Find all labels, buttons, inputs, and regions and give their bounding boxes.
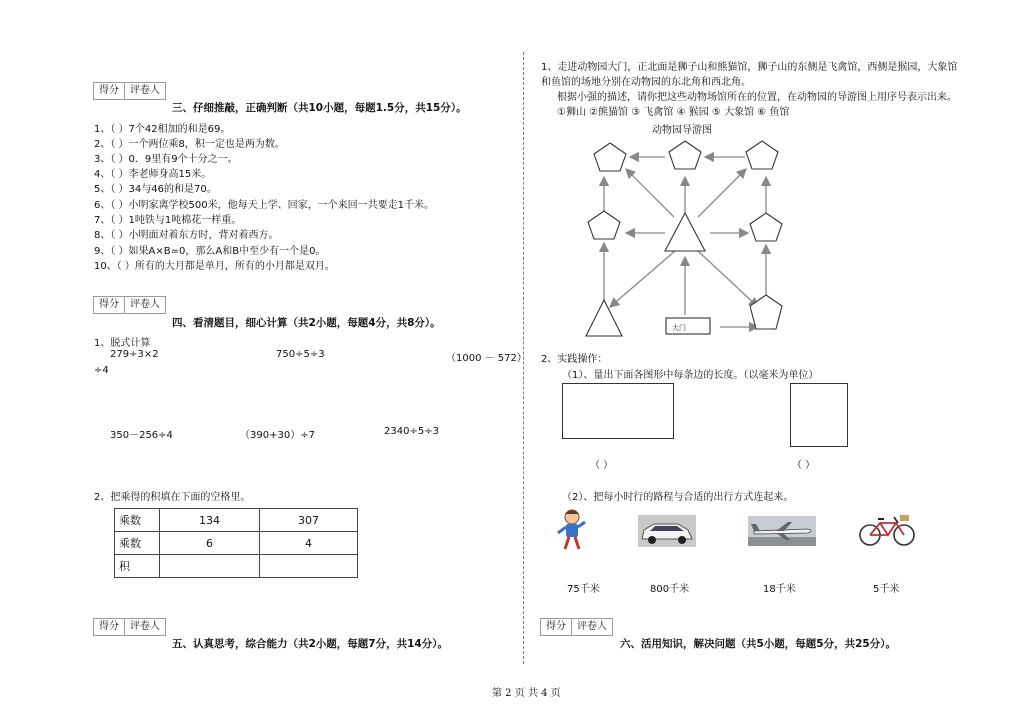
score-label: 得分 — [99, 621, 119, 632]
zoo-question-line3: 根据小强的描述，请你把这些动物场馆所在的位置，在动物园的导游图上用序号表示出来。 — [557, 92, 957, 103]
judge-item-6: 6、（ ）小明家离学校500米，他每天上学、回家，一个来回一共要走1千米。 — [94, 200, 434, 211]
zoo-question-line1: 1、走进动物园大门，正北面是狮子山和熊猫馆，狮子山的东侧是飞禽馆，西侧是猴园，大象馆 — [541, 62, 958, 73]
answer-paren-2[interactable]: （ ） — [792, 460, 816, 471]
grader-label: 评卷人 — [124, 619, 165, 635]
section6-title: 六、活用知识，解决问题（共5小题，每题5分，共25分）。 — [620, 638, 896, 650]
speed-label-2[interactable]: 800千米 — [650, 584, 690, 595]
table-cell: 4 — [260, 532, 358, 555]
table-cell: 积 — [115, 555, 160, 578]
judge-item-3: 3、（ ）0．9里有9个十分之一。 — [94, 154, 238, 165]
zoo-map — [570, 135, 810, 345]
table-row — [115, 509, 358, 532]
score-label: 得分 — [99, 85, 119, 96]
map-arrow — [610, 251, 675, 307]
calc-expr-6: 2340÷5÷3 — [384, 426, 439, 437]
score-label: 得分 — [99, 299, 119, 310]
gate-label: 大门 — [672, 324, 686, 332]
map-arrow — [698, 169, 746, 217]
table-row — [115, 555, 358, 578]
zoo-options: ①狮山 ②熊猫馆 ③ 飞禽馆 ④ 猴园 ⑤ 大象馆 ⑥ 鱼馆 — [557, 107, 790, 118]
judge-item-5: 5、（ ）34与46的和是70。 — [94, 184, 217, 195]
table-cell: 6 — [160, 532, 260, 555]
score-box-6 — [540, 618, 613, 636]
travel-instruction: （2）、把每小时行的路程与合适的出行方式连起来。 — [562, 492, 794, 503]
product-label: 2、把乘得的积填在下面的空格里。 — [94, 492, 251, 503]
triangle-southwest[interactable] — [586, 300, 622, 336]
zoo-question-line2: 和鱼馆的场地分别在动物园的东北角和西北角。 — [541, 77, 751, 88]
calc-expr-3-wrap: ÷4 — [94, 365, 109, 376]
triangle-center[interactable] — [665, 213, 705, 251]
answer-cell[interactable] — [160, 555, 260, 578]
calc-expr-4: 350－256÷4 — [110, 430, 173, 441]
table-row — [115, 532, 358, 555]
answer-cell[interactable] — [260, 555, 358, 578]
table-cell: 134 — [160, 509, 260, 532]
walking-person-icon[interactable] — [552, 508, 592, 552]
table-cell: 乘数 — [115, 532, 160, 555]
score-label: 得分 — [546, 621, 566, 632]
pentagon-west[interactable] — [588, 211, 620, 239]
judge-item-2: 2、（ ）一个两位乘8，积一定也是两为数。 — [94, 139, 285, 150]
pentagon-east[interactable] — [750, 213, 782, 241]
pentagon-northeast[interactable] — [746, 141, 778, 169]
score-box-5 — [93, 618, 166, 636]
judge-item-8: 8、（ ）小明面对着东方时，背对着西方。 — [94, 230, 279, 241]
product-table — [114, 508, 358, 578]
calc-expr-3: （1000 － 572） — [446, 353, 527, 364]
calc-expr-5: （390+30）÷7 — [240, 430, 315, 441]
map-arrow — [626, 169, 674, 217]
car-icon[interactable] — [638, 515, 696, 547]
practice-label: 2、实践操作： — [541, 354, 608, 365]
speed-label-3[interactable]: 18千米 — [763, 584, 796, 595]
table-cell: 307 — [260, 509, 358, 532]
calc-expr-1: 279÷3×2 — [110, 349, 159, 360]
table-cell: 乘数 — [115, 509, 160, 532]
calc-label: 1、脱式计算 — [94, 338, 151, 349]
square-shape — [790, 383, 848, 447]
grader-label: 评卷人 — [124, 297, 165, 313]
speed-label-1[interactable]: 75千米 — [567, 584, 600, 595]
page-footer: 第 2 页 共 4 页 — [492, 688, 561, 699]
judge-item-10: 10、（ ）所有的大月都是单月，所有的小月都是双月。 — [94, 261, 335, 272]
section3-title: 三、仔细推敲，正确判断（共10小题，每题1.5分，共15分）。 — [172, 102, 467, 114]
grader-label: 评卷人 — [124, 83, 165, 99]
speed-label-4[interactable]: 5千米 — [873, 584, 900, 595]
judge-item-4: 4、（ ）李老师身高15米。 — [94, 169, 212, 180]
section4-title: 四、看清题目，细心计算（共2小题，每题4分，共8分）。 — [172, 317, 441, 329]
airplane-icon[interactable] — [748, 516, 816, 546]
map-title: 动物园导游图 — [652, 125, 712, 136]
map-arrow — [698, 251, 758, 307]
score-box-4 — [93, 296, 166, 314]
pentagon-southeast[interactable] — [750, 295, 782, 329]
calc-expr-2: 750÷5÷3 — [276, 349, 325, 360]
grader-label: 评卷人 — [571, 619, 612, 635]
rectangle-shape — [562, 383, 674, 439]
column-divider — [523, 52, 524, 664]
answer-paren-1[interactable]: （ ） — [590, 460, 614, 471]
bicycle-icon[interactable] — [858, 513, 916, 547]
section5-title: 五、认真思考，综合能力（共2小题，每题7分，共14分）。 — [172, 638, 448, 650]
pentagon-north[interactable] — [669, 141, 701, 169]
measure-instruction: （1）、量出下面各图形中每条边的长度。（以毫米为单位） — [562, 370, 819, 381]
judge-item-7: 7、（ ）1吨铁与1吨棉花一样重。 — [94, 215, 242, 226]
pentagon-northwest[interactable] — [594, 143, 626, 171]
score-box-3 — [93, 82, 166, 100]
judge-item-9: 9、（ ）如果A×B=0，那么A和B中至少有一个是0。 — [94, 246, 326, 257]
judge-item-1: 1、（ ）7个42相加的和是69。 — [94, 124, 231, 135]
